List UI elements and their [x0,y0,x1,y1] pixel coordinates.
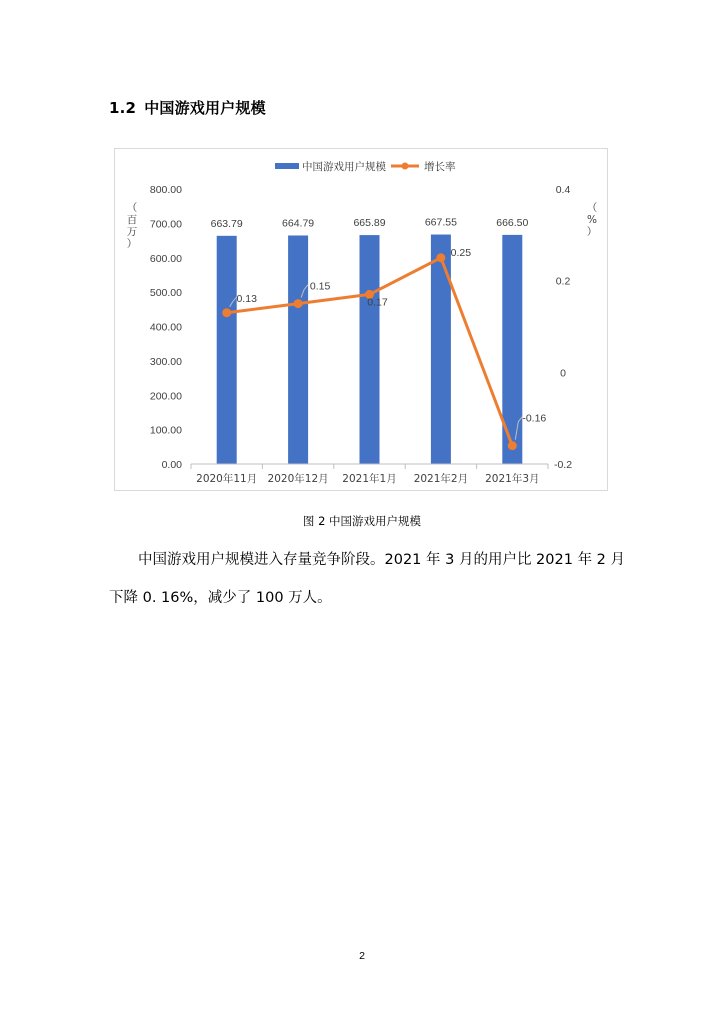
right-axis-title-char: % [587,214,597,226]
line-point [436,253,445,262]
left-axis-tick-label: 200.00 [149,390,182,403]
combo-chart [115,149,609,492]
line-data-label: -0.16 [522,412,547,425]
figure-caption: 图 2 中国游戏用户规模 [302,514,422,528]
line-point [222,308,231,317]
bar-data-label: 665.89 [353,217,386,230]
bar-data-label: 666.50 [496,216,529,229]
section-number: 1.2 [109,99,137,117]
legend-label-line: 增长率 [424,161,456,173]
right-axis-title-char: （ [586,202,598,214]
x-axis-tick-label: 2021年3月 [485,473,540,485]
right-axis-tick-label: 0.4 [555,184,571,196]
line-data-label: 0.25 [450,246,472,259]
line-data-label: 0.17 [367,296,388,309]
bar-data-label: 664.79 [282,217,315,230]
legend-marker-line [402,163,409,170]
left-axis-tick-label: 100.00 [149,424,182,437]
line-point [294,299,303,308]
legend-swatch-bar [275,163,299,169]
bar-data-label: 663.79 [210,217,243,230]
paragraph-line-2: 下降 0. 16%，减少了 100 万人。 [109,590,332,606]
line-data-label: 0.13 [236,292,257,305]
x-axis-tick-label: 2021年2月 [413,473,469,485]
line-data-label: 0.15 [309,280,331,293]
left-axis-tick-label: 0.00 [161,459,182,471]
left-axis-title-char: ） [126,238,138,250]
left-axis-tick-label: 800.00 [149,184,182,196]
right-axis-tick-label: -0.2 [553,459,573,471]
page-number: 2 [359,950,365,962]
right-axis-tick-label: 0.2 [555,275,571,288]
left-axis-title-char: （ [126,202,138,214]
x-axis-tick-label: 2021年1月 [342,473,397,485]
chart-container [114,148,608,491]
x-axis-tick-label: 2020年12月 [267,473,329,485]
legend-label-bar: 中国游戏用户规模 [302,161,386,173]
bar [431,235,451,464]
left-axis-tick-label: 500.00 [149,287,182,300]
right-axis-title-char: ） [586,226,598,238]
bar [360,235,380,464]
section-title: 中国游戏用户规模 [144,99,266,117]
left-axis-tick-label: 700.00 [149,218,182,231]
x-axis-tick-label: 2020年11月 [196,473,258,485]
bar [288,235,308,464]
section-heading [109,97,266,118]
right-axis-tick-label: 0 [560,367,566,380]
bar [217,236,237,464]
line-point [508,441,517,450]
left-axis-title-char: 万 [126,226,138,238]
left-axis-title [127,202,138,250]
bar-data-label: 667.55 [424,216,457,229]
left-axis-tick-label: 300.00 [149,355,182,368]
left-axis-tick-label: 400.00 [149,321,182,334]
left-axis-tick-label: 600.00 [149,252,182,265]
right-axis-title [587,202,598,238]
paragraph-line-1: 中国游戏用户规模进入存量竞争阶段。2021 年 3 月的用户比 2021 年 2 月 [138,552,626,568]
left-axis-title-char: 百 [126,214,138,226]
